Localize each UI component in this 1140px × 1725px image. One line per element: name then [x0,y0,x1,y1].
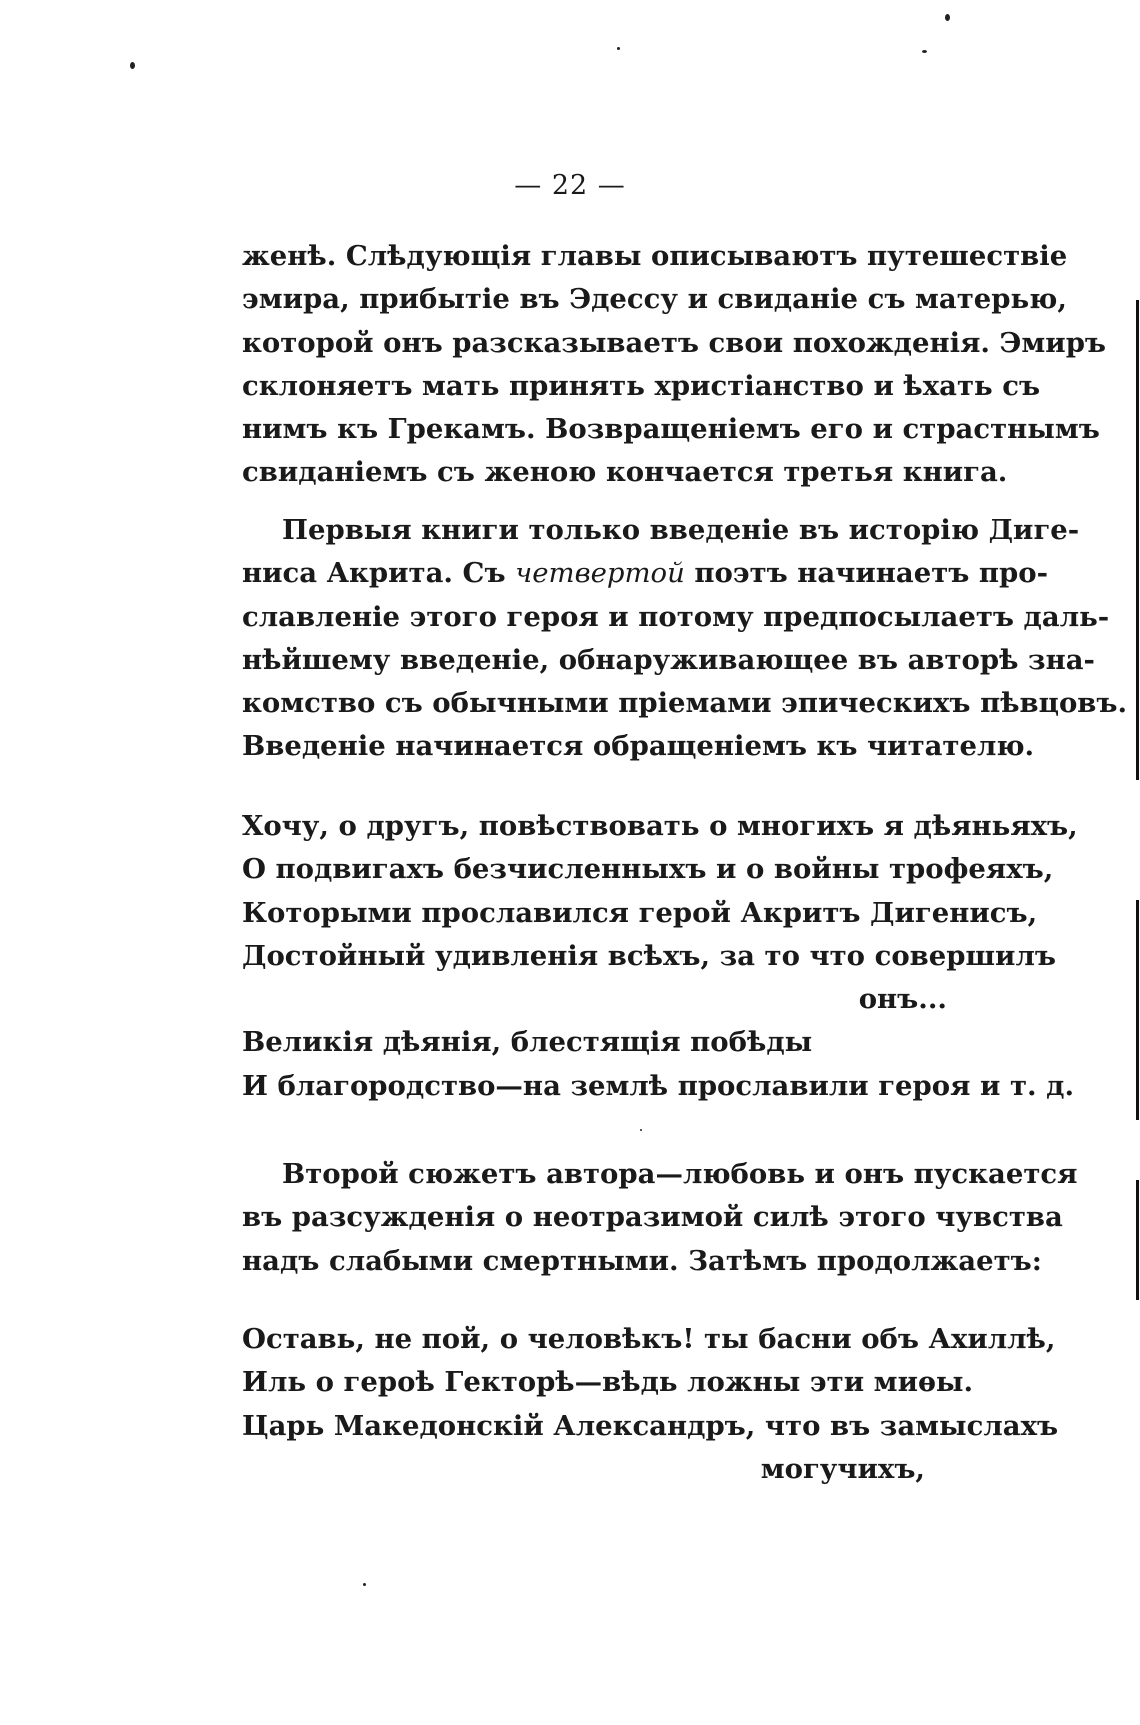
verse-line: Оставь, не пой, о человѣкъ! ты басни объ Ахиллѣ, [242,1323,1056,1355]
verse-continuation: могучихъ, [760,1452,925,1485]
italic-word: четвертой [515,557,685,590]
scan-speck [640,1129,642,1131]
paragraph-1 [242,235,1107,495]
text-line: эмира, прибытіе въ Эдессу и свиданіе съ матерью, [242,283,1067,316]
text-line: славленіе этого героя и потому предпосылаетъ даль- [242,600,1110,633]
text-line: Введеніе начинается обращеніемъ къ читателю. [242,730,1035,763]
verse-1 [242,805,1078,1108]
text-run: поэтъ начинаетъ про- [684,557,1049,590]
verse-line: Хочу, о другъ, повѣствовать о многихъ я дѣяньяхъ, [242,810,1078,842]
verse-line: Достойный удивленія всѣхъ, за то что совершилъ [242,939,1056,972]
verse-line: Которыми прославился герой Акритъ Дигенисъ, [242,896,1038,929]
text-line: комство съ обычными пріемами эпическихъ пѣвцовъ. [242,687,1128,720]
page-edge [1134,0,1140,1725]
verse-line: Иль о героѣ Гекторѣ—вѣдь ложны эти миѳы. [242,1366,974,1399]
verse-line: И благородство—на землѣ прославили героя и т. д. [242,1069,1075,1102]
verse-continuation: онъ... [858,983,947,1016]
scan-speck [363,1583,366,1586]
page-number: — 22 — [514,170,626,201]
paragraph-3 [242,1153,1078,1283]
text-line: надъ слабыми смертными. Затѣмъ продолжаетъ: [242,1244,1042,1277]
scan-speck [130,62,135,69]
scan-speck [617,47,620,50]
text-line [242,552,1049,595]
scan-speck [922,50,927,53]
text-line: въ разсужденія о неотразимой силѣ этого чувства [242,1201,1063,1234]
verse-line: Великія дѣянія, блестящія побѣды [242,1026,813,1059]
text-run: ниса Акрита. Съ [242,557,516,590]
text-line: Второй сюжетъ автора—любовь и онъ пускается [282,1158,1078,1190]
page-edge-line [1136,1180,1139,1300]
verse-line: Царь Македонскій Александръ, что въ замыслахъ [242,1409,1059,1442]
scan-speck [945,14,950,21]
verse-line: О подвигахъ безчисленныхъ и о войны трофеяхъ, [242,853,1054,886]
page-edge-line [1136,900,1139,1120]
text-line: женѣ. Слѣдующія главы описываютъ путешествіе [242,240,1068,272]
text-line: свиданіемъ съ женою кончается третья книга. [242,456,1008,489]
paragraph-2 [242,509,1128,769]
text-line: Первыя книги только введеніе въ исторію Диге- [282,514,1080,546]
text-line: нимъ къ Грекамъ. Возвращеніемъ его и страстнымъ [242,413,1100,446]
verse-2 [242,1318,1059,1491]
text-line: нѣйшему введеніе, обнаруживающее въ авторѣ зна- [242,643,1095,676]
text-line: которой онъ разсказываетъ свои похожденія. Эмиръ [242,326,1107,359]
text-line: склоняетъ мать принять христіанство и ѣхать съ [242,369,1041,402]
page-edge-line [1136,300,1139,780]
